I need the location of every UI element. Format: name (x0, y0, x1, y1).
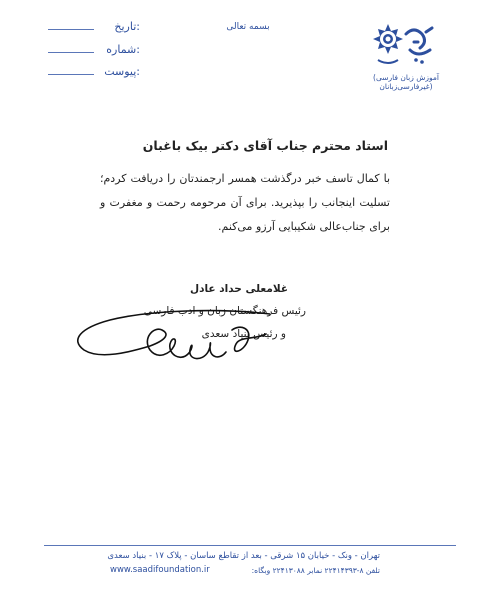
attachment-line (48, 74, 94, 75)
number-label: شماره: (106, 43, 140, 56)
date-label: تاریخ: (114, 20, 140, 33)
footer-address: تهران - ونک - خیابان ۱۵ شرقی - بعد از تقاطع ساسان - پلاک ۱۷ - بنیاد سعدی (107, 551, 380, 561)
date-field (48, 20, 140, 36)
footer-line (44, 545, 456, 546)
footer-phones: تلفن ۸-۲۲۴۱۴۳۹۳ نمابر ۲۲۴۱۳۰۸۸ وبگاه: (251, 566, 380, 575)
logo-caption: (آموزش زبان فارسی غیرفارسی‌زبانان) (373, 73, 439, 91)
signer-name: غلامعلی حداد عادل (189, 283, 288, 295)
number-line (48, 52, 94, 53)
saadi-foundation-logo (370, 20, 442, 72)
signer-title-line2: و رئیس بنیاد سعدی (201, 328, 286, 340)
footer-website[interactable]: www.saadifoundation.ir (110, 565, 210, 575)
invocation: بسمه تعالی (226, 22, 270, 32)
attachment-field (48, 65, 140, 81)
signer-title-line1: رئیس فرهنگستان زبان و ادب فارسی (143, 305, 306, 317)
date-line (48, 29, 94, 30)
attachment-label: پیوست: (104, 65, 140, 78)
number-field (48, 43, 140, 59)
recipient-heading: استاد محترم جناب آقای دکتر بیک باغبان (142, 138, 388, 153)
letter-body: با کمال تاسف خبر درگذشت همسر ارجمندتان را دریافت کردم؛ تسلیت اینجانب را بپذیرید. برای آن مرحومه رحمت و مغفرت و برای جناب‌عالی شکیبایی آرزو می‌کنم. (100, 172, 390, 233)
handwritten-signature (70, 300, 270, 375)
